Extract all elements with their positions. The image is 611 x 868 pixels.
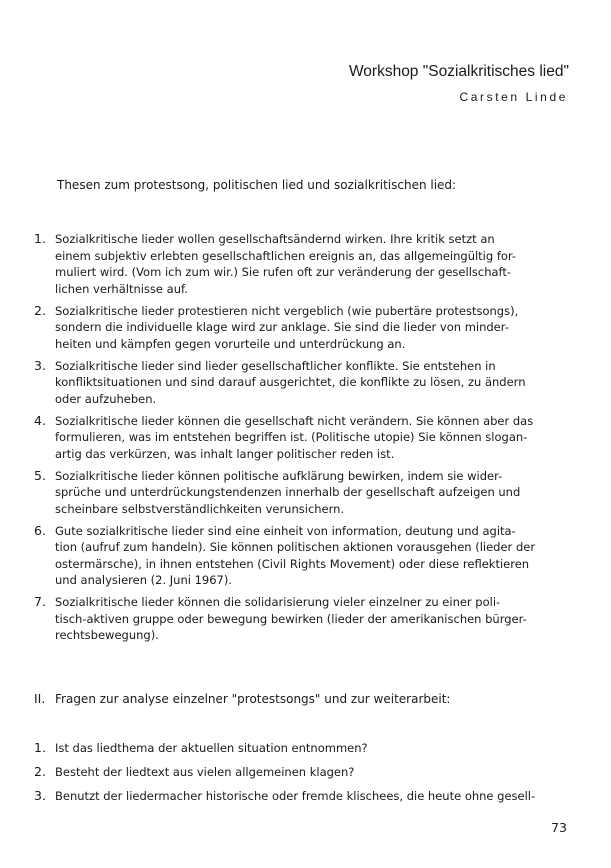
section-heading: Fragen zur analyse einzelner "protestsongs" und zur weiterarbeit: xyxy=(55,692,451,706)
thesis-number: 2. xyxy=(34,302,46,318)
question-text: Benutzt der liedermacher historische oder fremde klischees, die heute ohne gesell- xyxy=(55,789,536,803)
thesis-item xyxy=(0,231,611,297)
question-number: 3. xyxy=(34,788,46,803)
thesis-number: 1. xyxy=(34,231,46,246)
section-number: II. xyxy=(34,691,46,706)
thesis-text: Sozialkritische lieder sind lieder gesellschaftlicher konflikte. Sie entstehen in konfliktsituationen und sind darauf ausgerichtet, die konflikte zu lösen, zu ändern oder aufzuheben. xyxy=(55,358,526,406)
thesis-text: Sozialkritische lieder können die gesellschaft nicht verändern. Sie können aber das formulieren, was im entstehen begriffen ist. (Politische utopie) Sie können slogan- artig das verkürzen, was inhalt langer politischer reden ist. xyxy=(55,413,534,461)
thesis-item xyxy=(0,303,611,353)
question-text: Ist das liedthema der aktuellen situation entnommen? xyxy=(55,741,368,755)
thesis-number: 3. xyxy=(34,357,46,373)
thesis-text: Sozialkritische lieder wollen gesellschaftsändernd wirken. Ihre kritik setzt an einem subjektiv erlebten gesellschaftlichen ereignis an, das allgemeingültig for- muliert wird. (Vom ich zum wir.) Sie rufen oft zur veränderung der gesellschaft- lichen verhältnisse auf. xyxy=(55,232,517,296)
question-item xyxy=(0,764,611,788)
thesis-text: Gute sozialkritische lieder sind eine einheit von information, deutung und agita- tion (aufruf zum handeln). Sie können politischen aktionen vorausgehen (lieder der ostermärsche), in ihnen entstehen (Civil Rights Movement) oder diese reflektieren und analysieren (2. Juni 1967). xyxy=(55,523,536,587)
thesis-text: Sozialkritische lieder können die solidarisierung vieler einzelner zu einer poli- tisch-aktiven gruppe oder bewegung bewirken (lieder der amerikanischen bürger- rechtsbewegung). xyxy=(55,595,527,642)
theses-list xyxy=(0,231,611,649)
author-name: Carsten Linde xyxy=(459,90,568,104)
question-item xyxy=(0,740,611,764)
thesis-number: 6. xyxy=(34,522,46,538)
question-number: 2. xyxy=(34,764,46,779)
thesis-number: 7. xyxy=(34,594,46,609)
thesis-number: 4. xyxy=(34,412,46,428)
page-number: 73 xyxy=(551,820,567,835)
question-number: 1. xyxy=(34,740,46,755)
questions-list xyxy=(0,740,611,812)
thesis-item xyxy=(0,468,611,518)
thesis-item xyxy=(0,594,611,644)
workshop-title: Workshop "Sozialkritisches lied" xyxy=(348,63,569,80)
thesis-number: 5. xyxy=(34,467,46,483)
section-two xyxy=(0,691,611,708)
thesis-item xyxy=(0,358,611,408)
question-item xyxy=(0,788,611,812)
thesis-text: Sozialkritische lieder können politische aufklärung bewirken, indem sie wider- sprüche und unterdrückungstendenzen innerhalb der gesellschaft aufzeigen und scheinbare selbstverständlichkeiten verunsichern. xyxy=(55,468,521,516)
thesis-text: Sozialkritische lieder protestieren nicht vergeblich (wie pubertäre protestsongs), sondern die individuelle klage wird zur anklage. Sie sind die lieder von minder- heiten und kämpfen gegen vorurteile und unterdrückung an. xyxy=(55,303,519,351)
thesis-item xyxy=(0,523,611,589)
thesis-item xyxy=(0,413,611,463)
intro-line: Thesen zum protestsong, politischen lied und sozialkritischen lied: xyxy=(57,178,457,192)
question-text: Besteht der liedtext aus vielen allgemeinen klagen? xyxy=(55,765,355,779)
